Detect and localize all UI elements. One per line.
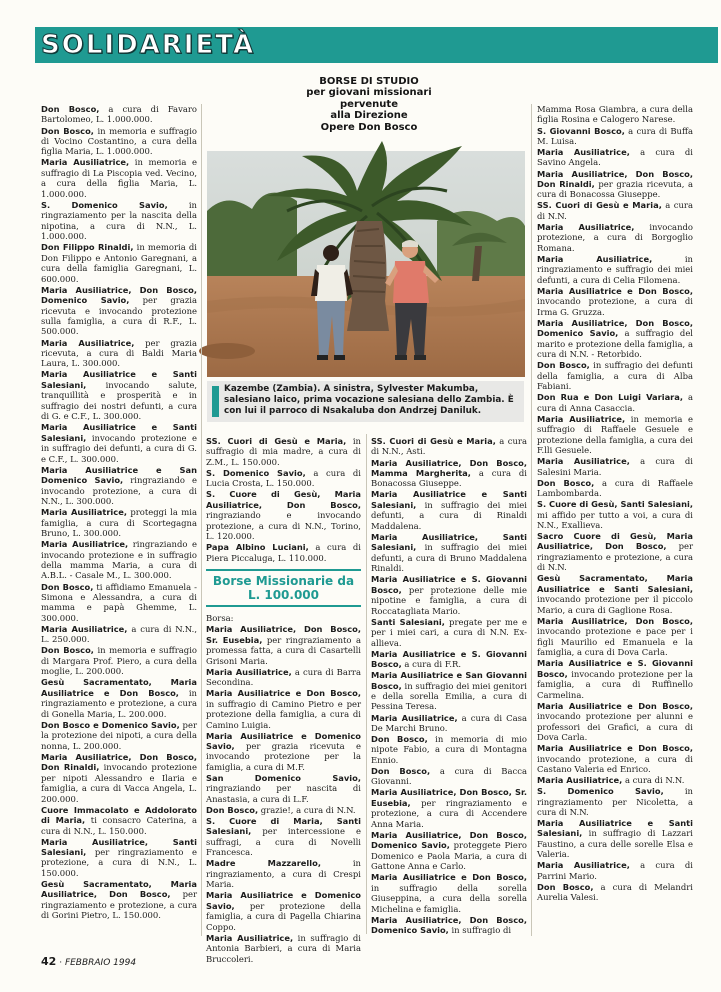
- donation-dedication: S. Cuore di Gesù, Maria Ausiliatrice, Don Bosco,: [206, 489, 361, 510]
- donation-dedication: Don Bosco,: [371, 734, 428, 745]
- donation-detail: a cura di F.R.: [401, 659, 462, 670]
- donation-entry: [371, 915, 527, 936]
- donation-entry: [537, 254, 693, 285]
- donation-entry: [206, 436, 361, 467]
- donation-detail: a cura di Salesini Maria.: [537, 456, 693, 477]
- donation-dedication: Maria Ausiliatrice,: [41, 539, 129, 550]
- donation-dedication: Maria Ausiliatrice e Santi Salesiani,: [371, 489, 527, 510]
- donation-detail: pregate per me e per i miei cari, a cura di N.N. Ex-allieva.: [371, 616, 527, 648]
- photo-kazembe: [207, 151, 525, 377]
- donation-detail: a cura di Piera Piccaluga, L. 110.000.: [206, 542, 361, 563]
- donation-detail: grazie!, a cura di N.N.: [258, 804, 356, 815]
- donation-dedication: Madre Mazzarello,: [206, 858, 321, 869]
- donation-detail: a cura di Favaro Bartolomeo, L. 1.000.000.: [41, 104, 197, 125]
- donation-dedication: Maria Ausiliatrice, Santi Salesiani,: [371, 531, 527, 553]
- donation-dedication: Maria Ausiliatrice, Don Bosco, Domenico Savio,: [537, 317, 693, 339]
- donation-detail: in ringraziamento e suffragio dei miei defunti, a cura di Celia Filomena.: [537, 253, 693, 285]
- donation-detail: per intercessione e suffragi, a cura di Novelli Francesca.: [206, 826, 361, 858]
- donation-entry: [371, 532, 527, 574]
- donation-dedication: Maria Ausiliatrice,: [41, 337, 135, 348]
- donation-dedication: Papa Albino Luciani,: [206, 542, 309, 553]
- donation-dedication: SS. Cuori di Gesù e Maria,: [206, 436, 347, 446]
- donation-detail: per ringraziamento e protezione, a cura di Gorini Pietro, L. 150.000.: [41, 889, 197, 921]
- donation-dedication: Don Bosco e Domenico Savio,: [41, 719, 180, 730]
- donation-dedication: Maria Ausiliatrice e S. Giovanni Bosco,: [371, 574, 527, 595]
- donation-entry: [537, 775, 693, 785]
- donation-dedication: Maria Ausiliatrice, Don Bosco, Don Rinaldi,: [41, 751, 197, 773]
- donation-detail: a cura di Anna Casaccia.: [537, 392, 694, 413]
- donation-entry: [371, 713, 527, 734]
- donation-entry: [537, 414, 693, 456]
- donation-detail: in ringraziamento e protezione, a cura di Gonella Maria, L. 200.000.: [41, 687, 197, 719]
- donation-detail: a cura di Lucia Crosta, L. 150.000.: [206, 467, 362, 489]
- donation-entry: [537, 786, 693, 817]
- donation-dedication: Don Bosco,: [537, 477, 595, 488]
- donation-entry: [41, 645, 197, 676]
- donation-dedication: Maria Ausiliatrice,: [537, 413, 626, 424]
- donation-entry: [537, 531, 693, 573]
- donation-entry: [206, 773, 361, 804]
- donation-dedication: Maria Ausiliatrice,: [41, 507, 127, 518]
- donation-entry: [41, 624, 197, 645]
- photo-title: [208, 76, 530, 133]
- donation-detail: a suffragio del marito e protezione della famiglia, a cura di N.N. - Retorbido.: [537, 328, 694, 360]
- donation-detail: a cura di N.N., Asti.: [371, 436, 527, 457]
- donation-entry: [371, 617, 527, 648]
- donation-detail: invocando protezione per nipoti Alessandro e Ilaria e famiglia, a cura di Vacca Angela, L. 200.000.: [41, 762, 197, 804]
- donation-entry: [537, 658, 693, 700]
- donation-detail: invocando protezione e pace per i figli Maurilio ed Emanuela e la famiglia, a cura di Dova Carla.: [537, 626, 693, 658]
- donation-dedication: Maria Ausiliatrice, Don Bosco, Don Rinaldi,: [537, 168, 693, 189]
- section-title: SOLIDARIETÀ: [41, 30, 256, 60]
- donation-detail: in memoria e suffragio di La Piscopia ved. Vecino, a cura della figlia Maria, L. 1.000.000.: [41, 157, 197, 199]
- donation-entry: [206, 816, 361, 858]
- donation-detail: in memoria di Don Filippo e Antonio Garegnani, a cura della famiglia Garegnani, L. 600.000.: [41, 242, 197, 284]
- donation-dedication: Gesù Sacramentato, Maria Ausiliatrice, Don Bosco,: [41, 878, 197, 900]
- donation-dedication: SS. Cuori di Gesù e Maria,: [537, 200, 662, 211]
- donation-dedication: Maria Ausiliatrice,: [537, 860, 630, 871]
- donation-detail: mi affido per tutto a voi, a cura di N.N., Exallieva.: [537, 509, 693, 530]
- donation-entry: [41, 879, 197, 921]
- donation-entry: [206, 688, 361, 730]
- donation-entry: [41, 677, 197, 719]
- donation-entry: [206, 489, 361, 541]
- donation-dedication: Maria Ausiliatrice, Don Bosco,: [537, 615, 693, 626]
- donation-dedication: Maria Ausiliatrice,: [537, 221, 635, 232]
- donation-detail: a cura di N.N., L. 250.000.: [41, 623, 198, 645]
- donation-entry: [537, 222, 693, 253]
- donation-dedication: Maria Ausiliatrice e Don Bosco,: [206, 688, 361, 699]
- column-4: [537, 104, 693, 941]
- donation-entry: [371, 649, 527, 670]
- donation-entry: [371, 872, 527, 914]
- donation-dedication: Maria Ausiliatrice e S. Giovanni Bosco,: [371, 648, 527, 670]
- donation-dedication: Maria Ausiliatrice, Don Bosco, Sr. Eusebia,: [371, 787, 527, 808]
- donation-dedication: S. Cuore di Maria, Santi Salesiani,: [206, 815, 361, 837]
- donation-dedication: Maria Ausiliatrice e Santi Salesiani,: [41, 369, 197, 390]
- donation-list: [206, 613, 361, 964]
- column-3: [371, 436, 527, 941]
- donation-dedication: Maria Ausiliatrice e Domenico Savio,: [206, 730, 361, 752]
- donation-entry: [41, 338, 197, 369]
- donation-detail: a cura di Bacca Giovanni.: [371, 765, 527, 787]
- column-2: [206, 436, 362, 964]
- donation-entry: [41, 837, 197, 879]
- donation-dedication: Maria Ausiliatrice e Don Bosco,: [537, 285, 693, 296]
- donation-dedication: Maria Ausiliatrice,: [371, 712, 458, 723]
- donation-detail: ringraziando e invocando protezione, a cura di N.N., Torino, L. 120.000.: [206, 510, 361, 542]
- donation-dedication: Cuore Immacolato e Addolorato di Maria,: [41, 804, 197, 826]
- donation-detail: proteggi la mia famiglia, a cura di Scortegagna Bruno, L. 300.000.: [41, 507, 197, 539]
- donation-entry: [206, 468, 361, 489]
- photo-caption: Kazembe (Zambia). A sinistra, Sylvester Makumba, salesiano laico, prima vocazione salesiana dello Zambia. È con lui il parroco di Nsakaluba don Andrzej Daniluk.: [224, 384, 514, 417]
- donation-dedication: Don Rua e Don Luigi Variara,: [537, 392, 684, 403]
- donation-entry: [537, 743, 693, 774]
- donation-detail: in memoria di mio nipote Fabio, a cura di Montagna Ennio.: [371, 734, 527, 765]
- donation-detail: in suffragio di mia madre, a cura di Z.M., L. 150.000.: [206, 436, 361, 467]
- donation-detail: per grazia ricevuta e invocando protezione sulla famiglia, a cura di R.F., L. 500.000.: [41, 295, 197, 337]
- donation-entry: [537, 104, 693, 125]
- donation-detail: a cura di Parrini Mario.: [537, 860, 693, 881]
- donation-entry: [537, 286, 693, 317]
- caption-marker: [212, 386, 219, 417]
- donation-dedication: S. Giovanni Bosco,: [537, 125, 625, 136]
- donation-entry: [371, 670, 527, 712]
- donation-entry: [537, 818, 693, 860]
- donation-detail: in memoria e suffragio di Margara Prof. Piero, a cura della moglie, L. 200.000.: [41, 645, 197, 677]
- donation-entry: [41, 126, 197, 157]
- donation-dedication: Maria Ausiliatrice e San Giovanni Bosco,: [371, 670, 527, 691]
- donation-detail: per grazia ricevuta, a cura di Baldi Maria Laura, L. 300.000.: [41, 337, 197, 369]
- donation-detail: in suffragio dei miei genitori e della sorella Emilia, a cura di Pessina Teresa.: [371, 680, 527, 712]
- donation-detail: per ringraziamento e protezione, a cura di Accendere Anna Maria.: [371, 797, 527, 829]
- donation-entry: [371, 787, 527, 829]
- donation-detail: per protezione della famiglia, a cura di Pagella Chiarina Coppo.: [206, 900, 361, 932]
- donation-detail: a cura di Savino Angela.: [537, 147, 693, 168]
- column-1: [41, 104, 197, 939]
- donation-detail: in memoria e suffragio di Raffaele Gesuele e protezione della famiglia, a cura dei F.lli Gesuele.: [537, 413, 693, 456]
- donation-detail: in suffragio di Camino Pietro e per protezione della famiglia, a cura di Camino Luigia.: [206, 698, 361, 730]
- donation-detail: per grazia ricevuta, a cura di Bonacossa Giuseppe.: [537, 178, 693, 200]
- photo-title-line: alla Direzione: [330, 110, 408, 122]
- donation-detail: a cura di Bonacossa Giuseppe.: [371, 467, 527, 489]
- donation-dedication: Maria Ausiliatrice e S. Giovanni Bosco,: [537, 658, 693, 679]
- donation-entry: [371, 734, 527, 765]
- donation-dedication: Don Bosco,: [41, 125, 94, 136]
- donation-entry: [206, 805, 361, 815]
- donation-dedication: Don Bosco,: [41, 645, 94, 656]
- donation-detail: invocando salute, tranquillità e prosperità e in suffragio dei nostri defunti, a cura di G. e C.F., L. 300.000.: [41, 379, 197, 422]
- donation-detail: invocando protezione, a cura di Irma G. Gruzza.: [537, 296, 693, 317]
- donation-dedication: Maria Ausiliatrice e San Domenico Savio,: [41, 464, 197, 486]
- section-header-bar: [35, 27, 718, 63]
- donation-entry: [371, 766, 527, 787]
- donation-entry: [41, 582, 197, 624]
- donation-dedication: Maria Ausiliatrice e Domenico Savio,: [206, 890, 361, 911]
- donation-detail: invocando protezione per la famiglia, a cura di Ruffinello Carmelina.: [537, 668, 693, 700]
- donation-detail: in suffragio di: [448, 925, 512, 936]
- donation-detail: invocando protezione, a cura di Castano Valeria ed Enrico.: [537, 753, 693, 774]
- donation-dedication: Maria Ausiliatrice,: [537, 147, 630, 157]
- donation-entry: [371, 574, 527, 616]
- donation-entry: [41, 805, 197, 836]
- donation-detail: a cura di Raffaele Lambombarda.: [537, 477, 693, 499]
- donation-entry: [41, 285, 197, 337]
- donation-dedication: Don Bosco,: [371, 765, 431, 776]
- donation-detail: a cura di N.N.: [537, 200, 693, 221]
- donation-detail: invocando protezione per il piccolo Mario, a cura di Gaglione Rosa.: [537, 594, 693, 615]
- donation-entry: [537, 318, 693, 360]
- donation-entry: [537, 701, 693, 743]
- donation-detail: in suffragio della sorella Giuseppina, a cura della sorella Michelina e famiglia.: [371, 882, 527, 914]
- donation-detail: Mamma Rosa Giambra, a cura della figlia Rosina e Calogero Narese.: [537, 104, 693, 125]
- donation-detail: per ringraziamento e protezione, a cura di N.N., L. 150.000.: [41, 847, 197, 878]
- donation-entry: [206, 542, 361, 563]
- column-divider: [366, 434, 367, 934]
- donation-dedication: Don Filippo Rinaldi,: [41, 242, 134, 253]
- donation-dedication: Maria Ausiliatrice,: [537, 253, 653, 264]
- donation-entry: [537, 169, 693, 200]
- donation-dedication: Maria Ausiliatrice e Don Bosco,: [371, 872, 527, 883]
- donation-detail: in ringraziamento per la nascita della nipotina, a cura di N.N., L. 1.000.000.: [41, 199, 197, 242]
- donation-entry: [41, 422, 197, 464]
- donation-detail: ringraziando e invocando protezione, a cura di N.N., L. 300.000.: [41, 475, 197, 507]
- donation-detail: in suffragio dei miei defunti, a cura di Bruno Maddalena Rinaldi.: [371, 542, 527, 574]
- donation-detail: Borsa:: [206, 613, 234, 624]
- borse-heading: Borse Missionarie da L. 100.000: [206, 569, 361, 607]
- donation-dedication: Maria Ausiliatrice, Don Bosco, Domenico Savio,: [371, 829, 527, 851]
- donation-entry: [537, 456, 693, 477]
- donation-dedication: Maria Ausiliatrice e Don Bosco,: [537, 700, 693, 711]
- footer-separator: ·: [59, 958, 63, 968]
- donation-entry: [537, 392, 693, 413]
- donation-entry: [41, 157, 197, 199]
- donation-entry: [41, 720, 197, 751]
- donation-detail: ringraziando per nascita di Anastasia, a cura di L.F.: [206, 783, 361, 804]
- donation-dedication: Maria Ausiliatrice, Don Bosco, Domenico Savio,: [371, 914, 527, 936]
- donation-detail: in ringraziamento per Nicoletta, a cura di N.N.: [537, 786, 693, 817]
- donation-dedication: Maria Ausiliatrice e Don Bosco,: [537, 743, 693, 754]
- donation-dedication: Don Bosco,: [537, 360, 590, 371]
- donation-entry: [537, 616, 693, 658]
- donation-dedication: Maria Ausiliatrice, Don Bosco, Sr. Eusebia,: [206, 624, 361, 645]
- donation-dedication: Maria Ausiliatrice, Don Bosco, Mamma Margherita,: [371, 457, 527, 478]
- donation-dedication: S. Domenico Savio,: [41, 199, 168, 210]
- photo-title-line: pervenute: [340, 98, 398, 110]
- donation-entry: [537, 147, 693, 168]
- issue-date: FEBBRAIO 1994: [64, 958, 137, 968]
- donation-dedication: S. Domenico Savio,: [537, 786, 664, 797]
- donation-dedication: Don Bosco,: [206, 804, 259, 815]
- donation-entry: [41, 104, 197, 125]
- donation-entry: [206, 731, 361, 773]
- donation-entry: [41, 242, 197, 284]
- donation-entry: [206, 890, 361, 932]
- donation-dedication: San Domenico Savio,: [206, 772, 361, 783]
- donation-detail: per grazia ricevuta e invocando protezione per la famiglia, a cura di M.F.: [206, 741, 361, 772]
- donation-detail: a cura di N.N.: [622, 775, 685, 786]
- donation-entry: [371, 830, 527, 872]
- donation-detail: in suffragio di Antonia Barbieri, a cura di Maria Bruccoleri.: [206, 932, 361, 964]
- donation-detail: per ringraziamento e protezione, a cura di N.N.: [537, 541, 693, 573]
- photo-title-line: per giovani missionari: [306, 87, 432, 99]
- donation-dedication: Maria Ausiliatrice,: [206, 932, 294, 943]
- donation-detail: proteggete Piero Domenico e Paola Maria, a cura di Gattone Anna e Carlo.: [371, 840, 527, 872]
- photo-caption-box: [207, 381, 524, 422]
- donation-detail: in ringraziamento, a cura di Crespi Maria.: [206, 858, 361, 890]
- donation-entry: [206, 933, 361, 964]
- donation-dedication: Maria Ausiliatrice,: [41, 157, 130, 168]
- donation-entry: [537, 126, 693, 147]
- donation-dedication: Sacro Cuore di Gesù, Maria Ausiliatrice, Don Bosco,: [537, 531, 693, 552]
- donation-dedication: Don Bosco,: [41, 581, 94, 592]
- donation-entry: [206, 613, 361, 623]
- donation-dedication: Don Bosco,: [537, 881, 594, 892]
- donation-entry: [371, 436, 527, 457]
- donation-detail: per ringraziamento a promessa fatta, a cura di Casartelli Grisoni Maria.: [206, 634, 361, 666]
- donation-detail: ti consacro Caterina, a cura di N.N., L. 150.000.: [41, 815, 197, 836]
- donation-dedication: SS. Cuori di Gesù e Maria,: [371, 436, 496, 446]
- donation-dedication: Don Bosco,: [41, 104, 100, 114]
- donation-dedication: S. Cuore di Gesù, Santi Salesiani,: [537, 499, 693, 510]
- donation-detail: invocando protezione per alunni e professori dei Grafici, a cura di Dova Carla.: [537, 711, 693, 743]
- donation-detail: in suffragio di Lazzari Faustino, a cura delle sorelle Elsa e Valeria.: [537, 828, 693, 860]
- donation-detail: in suffragio dei miei defunti, a cura di Rinaldi Maddalena.: [371, 499, 527, 531]
- donation-detail: ringraziando e invocando protezione e in suffragio della mamma Maria, a cura di A.B.L. - Casale M., L. 300.000.: [41, 539, 197, 581]
- page-footer: [41, 955, 136, 968]
- donation-dedication: Maria Ausiliatrice, Don Bosco, Domenico Savio,: [41, 284, 197, 306]
- donation-dedication: Gesù Sacramentato, Maria Ausiliatrice e Don Bosco,: [41, 677, 197, 698]
- donation-entry: [206, 667, 361, 688]
- donation-entry: [41, 200, 197, 242]
- donation-detail: invocando protezione, a cura di Borgoglio Romana.: [537, 221, 693, 253]
- page-number: 42: [41, 955, 57, 968]
- donation-dedication: Santi Salesiani,: [371, 616, 445, 627]
- donation-dedication: Maria Ausiliatrice,: [206, 666, 292, 677]
- donation-entry: [41, 539, 197, 581]
- donation-dedication: Gesù Sacramentato, Maria Ausiliatrice e Santi Salesiani,: [537, 573, 693, 594]
- donation-entry: [41, 465, 197, 507]
- donation-detail: a cura di Buffa M. Luisa.: [537, 125, 693, 146]
- donation-entry: [537, 200, 693, 221]
- donation-entry: [537, 360, 693, 391]
- donation-entry: [371, 458, 527, 489]
- donation-entry: [206, 624, 361, 666]
- donation-list: [206, 436, 361, 563]
- donation-entry: [41, 507, 197, 538]
- donation-dedication: S. Domenico Savio,: [206, 467, 306, 478]
- donation-dedication: Maria Ausiliatrice,: [537, 456, 630, 467]
- donation-detail: a cura di Melandri Aurelia Valesi.: [537, 881, 693, 903]
- donation-dedication: Maria Ausiliatrice,: [41, 623, 128, 634]
- donation-detail: a cura di Barra Secondina.: [206, 666, 361, 688]
- column-divider: [201, 104, 202, 936]
- donation-entry: [537, 573, 693, 615]
- photo-title-line: Opere Don Bosco: [320, 121, 418, 133]
- donation-dedication: Maria Ausiliatrice, Santi Salesiani,: [41, 836, 197, 857]
- donation-entry: [537, 499, 693, 530]
- donation-entry: [41, 369, 197, 421]
- column-divider: [531, 104, 532, 936]
- donation-detail: per la protezione dei nipoti, a cura della nonna, L. 200.000.: [41, 719, 197, 751]
- donation-entry: [41, 752, 197, 804]
- donation-dedication: Maria Ausiliatrice e Santi Salesiani,: [41, 422, 197, 443]
- donation-entry: [206, 858, 361, 889]
- photo-title-line: BORSE DI STUDIO: [319, 76, 419, 87]
- donation-detail: invocando protezione e in suffragio dei defunti, a cura di G. e C.F., L. 300.000.: [41, 432, 197, 464]
- donation-dedication: Maria Ausiliatrice e Santi Salesiani,: [537, 818, 693, 839]
- donation-entry: [537, 882, 693, 903]
- donation-detail: in memoria e suffragio di Vocino Costantino, a cura della figlia Maria, L. 1.000.000.: [41, 125, 197, 157]
- donation-entry: [371, 489, 527, 531]
- donation-detail: in suffragio dei defunti della famiglia, a cura di Alba Fabiani.: [537, 360, 693, 392]
- donation-detail: a cura di Casa De Marchi Bruno.: [371, 712, 527, 733]
- donation-entry: [537, 478, 693, 499]
- donation-entry: [537, 860, 693, 881]
- donation-detail: ti affidiamo Emanuela - Simona e Alessandra, a cura di mamma e papà Ghemme, L. 300.000.: [41, 581, 197, 623]
- donation-dedication: Maria Ausiliatrice,: [537, 775, 623, 786]
- donation-detail: per protezione delle mie nipotine e famiglia, a cura di Roccatagliata Mario.: [371, 584, 527, 616]
